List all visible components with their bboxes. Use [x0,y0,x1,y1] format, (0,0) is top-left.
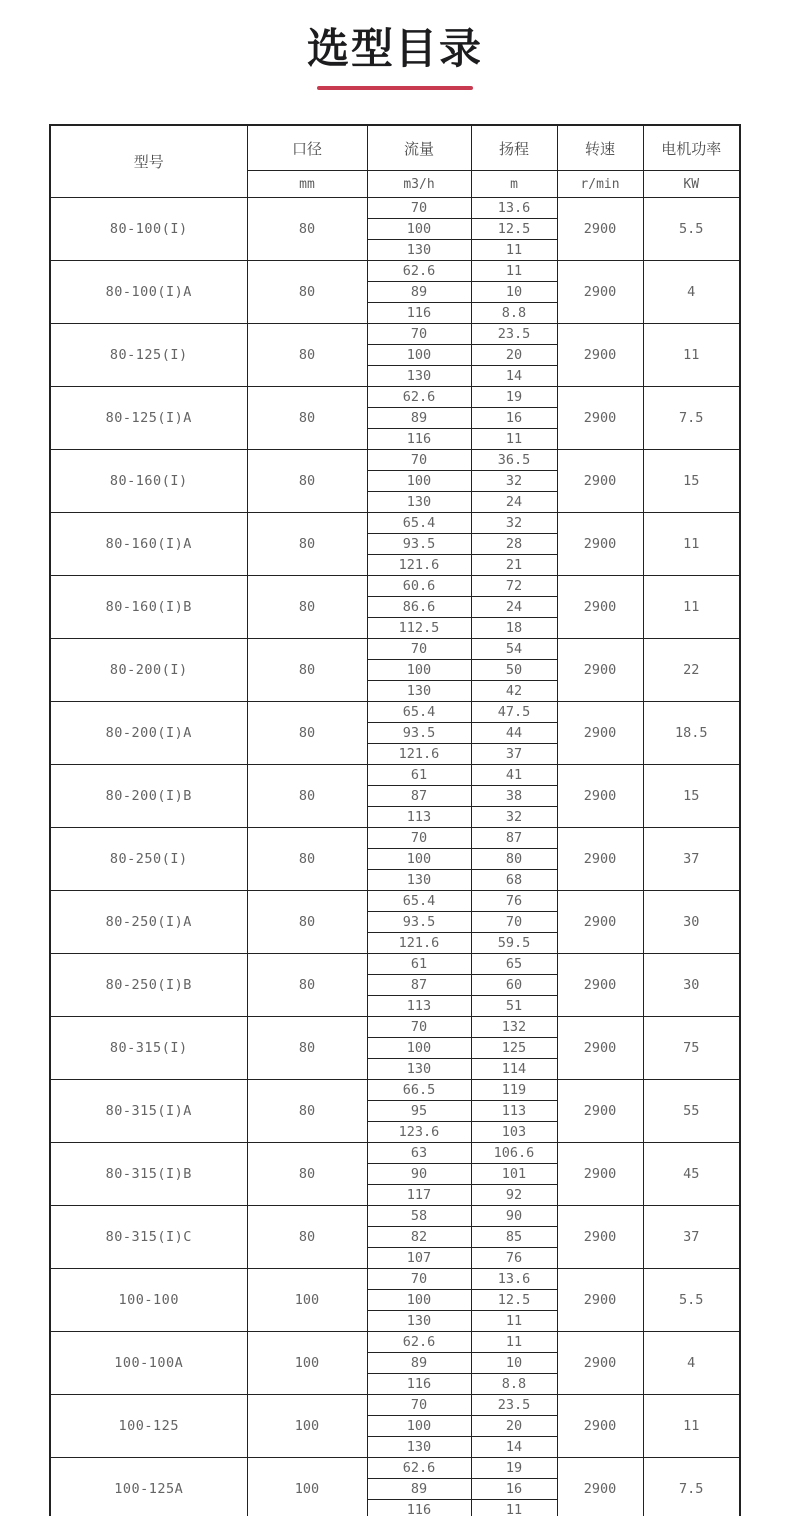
cell-head: 113 [471,1101,557,1122]
cell-model: 80-160(I)B [50,576,247,639]
cell-model: 80-100(I)A [50,261,247,324]
table-row [50,1017,740,1038]
cell-flow: 100 [367,1290,471,1311]
cell-flow: 100 [367,849,471,870]
cell-speed: 2900 [557,954,643,1017]
cell-head: 47.5 [471,702,557,723]
table-body [50,198,740,1516]
cell-flow: 70 [367,1017,471,1038]
cell-flow: 70 [367,198,471,219]
cell-flow: 61 [367,954,471,975]
cell-diameter: 80 [247,828,367,891]
cell-flow: 123.6 [367,1122,471,1143]
cell-flow: 66.5 [367,1080,471,1101]
cell-flow: 70 [367,450,471,471]
cell-head: 11 [471,429,557,450]
cell-power: 45 [643,1143,740,1206]
cell-power: 11 [643,576,740,639]
cell-model: 80-100(I) [50,198,247,261]
cell-power: 18.5 [643,702,740,765]
header-row-labels [50,125,740,171]
cell-head: 60 [471,975,557,996]
cell-power: 5.5 [643,198,740,261]
cell-flow: 95 [367,1101,471,1122]
cell-head: 8.8 [471,303,557,324]
cell-power: 7.5 [643,387,740,450]
cell-diameter: 80 [247,765,367,828]
cell-diameter: 80 [247,891,367,954]
cell-head: 54 [471,639,557,660]
cell-head: 8.8 [471,1374,557,1395]
cell-head: 103 [471,1122,557,1143]
col-header-power: 电机功率 [643,125,740,171]
cell-diameter: 80 [247,450,367,513]
cell-diameter: 80 [247,324,367,387]
page-title: 选型目录 [306,24,483,73]
cell-head: 11 [471,1500,557,1516]
cell-head: 59.5 [471,933,557,954]
table-row [50,954,740,975]
table-row [50,765,740,786]
table-row [50,1143,740,1164]
cell-head: 14 [471,366,557,387]
cell-power: 15 [643,450,740,513]
col-header-speed: 转速 [557,125,643,171]
cell-flow: 116 [367,1374,471,1395]
table-row [50,1080,740,1101]
cell-power: 11 [643,324,740,387]
cell-model: 100-100A [50,1332,247,1395]
cell-power: 5.5 [643,1269,740,1332]
cell-speed: 2900 [557,324,643,387]
cell-speed: 2900 [557,1080,643,1143]
table-row [50,1206,740,1227]
cell-diameter: 80 [247,387,367,450]
table-row [50,387,740,408]
cell-speed: 2900 [557,198,643,261]
cell-head: 23.5 [471,1395,557,1416]
cell-model: 80-200(I) [50,639,247,702]
cell-speed: 2900 [557,1395,643,1458]
cell-flow: 107 [367,1248,471,1269]
cell-model: 80-160(I)A [50,513,247,576]
table-row [50,891,740,912]
cell-diameter: 100 [247,1395,367,1458]
cell-head: 76 [471,1248,557,1269]
cell-speed: 2900 [557,765,643,828]
cell-diameter: 80 [247,954,367,1017]
cell-head: 87 [471,828,557,849]
cell-head: 20 [471,345,557,366]
cell-head: 12.5 [471,219,557,240]
cell-speed: 2900 [557,450,643,513]
cell-diameter: 80 [247,702,367,765]
pump-selection-table [49,124,741,1516]
cell-flow: 130 [367,492,471,513]
cell-flow: 121.6 [367,744,471,765]
cell-flow: 89 [367,1353,471,1374]
cell-flow: 70 [367,324,471,345]
cell-flow: 89 [367,408,471,429]
cell-speed: 2900 [557,1017,643,1080]
cell-flow: 61 [367,765,471,786]
col-header-model: 型号 [50,125,247,198]
cell-diameter: 80 [247,1206,367,1269]
cell-power: 30 [643,954,740,1017]
cell-diameter: 80 [247,1143,367,1206]
col-unit-speed: r/min [557,171,643,198]
cell-flow: 130 [367,240,471,261]
table-row [50,576,740,597]
cell-speed: 2900 [557,1206,643,1269]
cell-power: 11 [643,1395,740,1458]
cell-flow: 130 [367,681,471,702]
cell-power: 55 [643,1080,740,1143]
cell-model: 80-200(I)A [50,702,247,765]
title-underline-decoration [317,86,473,90]
cell-power: 11 [643,513,740,576]
cell-head: 101 [471,1164,557,1185]
cell-power: 4 [643,261,740,324]
cell-flow: 100 [367,345,471,366]
cell-diameter: 80 [247,576,367,639]
cell-flow: 82 [367,1227,471,1248]
cell-speed: 2900 [557,1332,643,1395]
cell-power: 30 [643,891,740,954]
cell-speed: 2900 [557,1458,643,1516]
cell-flow: 93.5 [367,534,471,555]
cell-flow: 87 [367,975,471,996]
cell-power: 7.5 [643,1458,740,1516]
cell-diameter: 100 [247,1458,367,1516]
col-unit-head: m [471,171,557,198]
cell-head: 114 [471,1059,557,1080]
table-row [50,639,740,660]
cell-diameter: 80 [247,1080,367,1143]
cell-head: 92 [471,1185,557,1206]
cell-head: 23.5 [471,324,557,345]
table-row [50,450,740,471]
cell-head: 125 [471,1038,557,1059]
table-header [50,125,740,198]
cell-head: 19 [471,387,557,408]
cell-head: 32 [471,513,557,534]
cell-head: 68 [471,870,557,891]
cell-speed: 2900 [557,387,643,450]
cell-model: 80-250(I)A [50,891,247,954]
cell-flow: 70 [367,1269,471,1290]
cell-flow: 65.4 [367,891,471,912]
cell-power: 37 [643,828,740,891]
cell-head: 70 [471,912,557,933]
cell-diameter: 80 [247,1017,367,1080]
cell-model: 100-100 [50,1269,247,1332]
cell-head: 132 [471,1017,557,1038]
cell-diameter: 80 [247,198,367,261]
col-header-diameter: 口径 [247,125,367,171]
cell-model: 80-125(I)A [50,387,247,450]
cell-head: 85 [471,1227,557,1248]
table-row [50,513,740,534]
table-row [50,1395,740,1416]
cell-head: 80 [471,849,557,870]
cell-model: 80-315(I)B [50,1143,247,1206]
cell-flow: 62.6 [367,387,471,408]
col-unit-diameter: mm [247,171,367,198]
cell-flow: 65.4 [367,513,471,534]
cell-speed: 2900 [557,639,643,702]
cell-flow: 87 [367,786,471,807]
cell-speed: 2900 [557,576,643,639]
cell-flow: 62.6 [367,1458,471,1479]
col-header-head: 扬程 [471,125,557,171]
cell-flow: 100 [367,1416,471,1437]
cell-head: 10 [471,282,557,303]
cell-head: 76 [471,891,557,912]
cell-head: 65 [471,954,557,975]
cell-head: 13.6 [471,198,557,219]
cell-head: 38 [471,786,557,807]
cell-flow: 100 [367,219,471,240]
cell-flow: 100 [367,471,471,492]
cell-speed: 2900 [557,513,643,576]
cell-flow: 130 [367,1059,471,1080]
cell-head: 72 [471,576,557,597]
cell-flow: 100 [367,660,471,681]
table-row [50,1458,740,1479]
cell-head: 16 [471,408,557,429]
cell-model: 100-125 [50,1395,247,1458]
cell-flow: 116 [367,1500,471,1516]
cell-diameter: 100 [247,1332,367,1395]
cell-head: 32 [471,807,557,828]
cell-speed: 2900 [557,1269,643,1332]
cell-head: 11 [471,240,557,261]
cell-flow: 63 [367,1143,471,1164]
table-row [50,1269,740,1290]
cell-model: 100-125A [50,1458,247,1516]
cell-head: 13.6 [471,1269,557,1290]
table-row [50,828,740,849]
cell-flow: 93.5 [367,912,471,933]
cell-flow: 62.6 [367,261,471,282]
cell-model: 80-125(I) [50,324,247,387]
col-header-flow: 流量 [367,125,471,171]
cell-diameter: 80 [247,513,367,576]
cell-head: 42 [471,681,557,702]
cell-model: 80-250(I) [50,828,247,891]
cell-speed: 2900 [557,1143,643,1206]
cell-model: 80-315(I) [50,1017,247,1080]
cell-head: 37 [471,744,557,765]
table-row [50,198,740,219]
cell-head: 11 [471,1311,557,1332]
cell-flow: 86.6 [367,597,471,618]
cell-head: 28 [471,534,557,555]
cell-flow: 89 [367,282,471,303]
cell-flow: 70 [367,1395,471,1416]
cell-power: 22 [643,639,740,702]
cell-head: 12.5 [471,1290,557,1311]
cell-head: 90 [471,1206,557,1227]
cell-flow: 113 [367,996,471,1017]
cell-head: 11 [471,261,557,282]
table-row [50,324,740,345]
cell-flow: 70 [367,828,471,849]
cell-model: 80-200(I)B [50,765,247,828]
cell-head: 44 [471,723,557,744]
cell-flow: 117 [367,1185,471,1206]
cell-flow: 62.6 [367,1332,471,1353]
cell-power: 37 [643,1206,740,1269]
cell-head: 16 [471,1479,557,1500]
cell-speed: 2900 [557,828,643,891]
cell-head: 41 [471,765,557,786]
cell-head: 51 [471,996,557,1017]
cell-diameter: 80 [247,261,367,324]
cell-flow: 116 [367,429,471,450]
cell-head: 32 [471,471,557,492]
cell-flow: 70 [367,639,471,660]
cell-diameter: 80 [247,639,367,702]
cell-power: 15 [643,765,740,828]
cell-head: 10 [471,1353,557,1374]
cell-head: 14 [471,1437,557,1458]
cell-flow: 113 [367,807,471,828]
cell-flow: 89 [367,1479,471,1500]
cell-head: 36.5 [471,450,557,471]
cell-head: 18 [471,618,557,639]
cell-head: 20 [471,1416,557,1437]
cell-model: 80-160(I) [50,450,247,513]
cell-model: 80-250(I)B [50,954,247,1017]
cell-flow: 130 [367,366,471,387]
catalog-page [0,16,790,1516]
cell-head: 21 [471,555,557,576]
cell-flow: 130 [367,1437,471,1458]
cell-head: 24 [471,492,557,513]
cell-power: 75 [643,1017,740,1080]
cell-head: 50 [471,660,557,681]
cell-flow: 121.6 [367,555,471,576]
cell-head: 24 [471,597,557,618]
table-row [50,1332,740,1353]
cell-speed: 2900 [557,891,643,954]
cell-head: 106.6 [471,1143,557,1164]
col-unit-power: KW [643,171,740,198]
table-row [50,261,740,282]
cell-flow: 93.5 [367,723,471,744]
cell-flow: 112.5 [367,618,471,639]
cell-head: 19 [471,1458,557,1479]
cell-head: 11 [471,1332,557,1353]
col-unit-flow: m3/h [367,171,471,198]
cell-flow: 100 [367,1038,471,1059]
cell-diameter: 100 [247,1269,367,1332]
table-row [50,702,740,723]
cell-flow: 116 [367,303,471,324]
cell-head: 119 [471,1080,557,1101]
cell-flow: 130 [367,1311,471,1332]
cell-flow: 90 [367,1164,471,1185]
cell-flow: 130 [367,870,471,891]
cell-speed: 2900 [557,702,643,765]
cell-power: 4 [643,1332,740,1395]
cell-model: 80-315(I)A [50,1080,247,1143]
cell-flow: 65.4 [367,702,471,723]
cell-flow: 58 [367,1206,471,1227]
cell-speed: 2900 [557,261,643,324]
cell-flow: 60.6 [367,576,471,597]
cell-model: 80-315(I)C [50,1206,247,1269]
cell-flow: 121.6 [367,933,471,954]
